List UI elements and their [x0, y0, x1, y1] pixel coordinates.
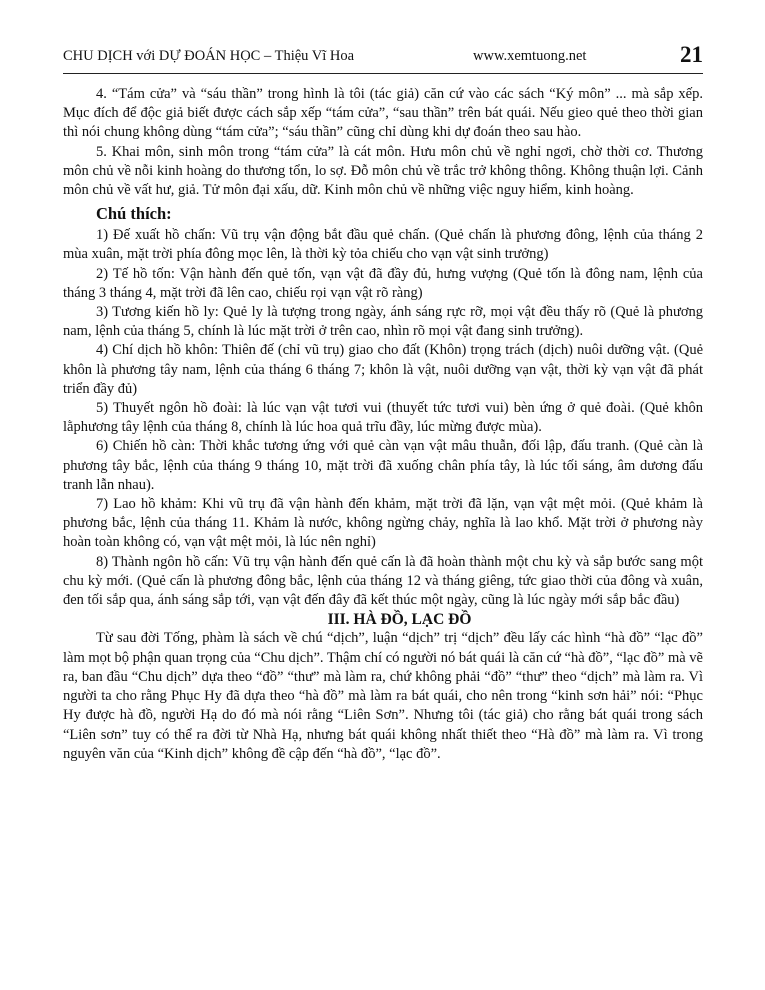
section-title: III. HÀ ĐỒ, LẠC ĐỒ [327, 611, 472, 629]
website-url[interactable]: www.xemtuong.net [473, 48, 587, 64]
annotation-item-7: 7) Lao hồ khảm: Khi vũ trụ đã vận hành đến khảm, mặt trời đã lặn, vạn vật mệt mỏi. (Quẻ khảm là phương bắc, lệnh của tháng 11. Khảm là nước, không ngừng chảy, nghĩa là lao khổ. Mặt trời ở phương này hoàn toàn không có, vạn vật mệt mỏi, là lúc nên nghỉ) [63, 496, 703, 551]
page-header [63, 42, 703, 76]
section-body: Từ sau đời Tống, phàm là sách về chú “dịch”, luận “dịch” trị “dịch” đều lấy các hình “hà đồ” “lạc đồ” làm mọt bộ phận quan trọng của “Chu dịch”. Thậm chí có người nó bát quái là căn cứ “hà đồ”, “lạc đồ” mà vẽ ra, ban đầu “Chu dịch” dựa theo “đồ” “thư” mà làm ra, chứ không phải “đồ” “thư” theo “dịch” mà làm ra. Vì người ta cho rằng Phục Hy đã dựa theo “hà đồ” mà làm ra bát quái, cho nên trong “kinh sơn hải” nói: “Phục Hy được hà đồ, người Hạ do đó mà nói rằng “Liên Sơn”. Nhưng tôi (tác giả) cho rằng bát quái trong sách “Liên sơn” tuy có thể ra đời từ Nhà Hạ, nhưng bát quái không nhất thiết theo “Hà đồ” mà làm ra. Vì trong nguyên văn của “Kinh dịch” không đề cập đến “hà đồ”, “lạc đồ”. [63, 630, 703, 762]
header-rule [63, 73, 703, 74]
book-title: CHU DỊCH với DỰ ĐOÁN HỌC – Thiệu Vĩ Hoa [63, 48, 355, 64]
annotation-item-4: 4) Chí dịch hồ khôn: Thiên đế (chỉ vũ trụ) giao cho đất (Khôn) trọng trách (dịch) nuôi dưỡng vật. (Quẻ khôn là phương tây nam, lệnh của tháng 6 tháng 7; khôn là vật, nuôi dưỡng vạn vật, thời kỳ vạn vật đã phát triển đầy đủ) [63, 342, 703, 397]
annotation-item-3: 3) Tương kiến hồ ly: Quẻ ly là tượng trong ngày, ánh sáng rực rỡ, mọi vật đều thấy rõ (Quẻ là phương nam, lệnh của tháng 5, chính là lúc mặt trời ở trên cao, nhìn rõ mọi vật đang sinh trưởng). [63, 304, 703, 340]
annotation-item-8: 8) Thành ngôn hồ cấn: Vũ trụ vận hành đến quẻ cấn là đã hoàn thành một chu kỳ và sắp bước sang một chu kỳ mới. (Quẻ cấn là phương đông bắc, lệnh của tháng 12 và tháng giêng, tức giao thời của đông và xuân, đen tối sắp qua, ánh sáng sắp tới, vạn vật đến đây đã kết thúc một ngày, cũng là lúc ngày mới sắp bắc đầu) [63, 553, 703, 609]
page-number: 21 [680, 42, 703, 67]
chu-thich-heading: Chú thích: [96, 204, 172, 224]
annotation-item-6: 6) Chiến hồ càn: Thời khắc tương ứng với quẻ càn vạn vật mâu thuẫn, đối lập, đấu tranh. (Quẻ càn là phương tây bắc, lệnh của tháng 9 tháng 10, mặt trời đã xuống chân phía tây, là lúc tối sáng, âm dương đấu tranh lẫn nhau). [63, 438, 703, 493]
annotation-item-5: 5) Thuyết ngôn hồ đoài: là lúc vạn vật tươi vui (thuyết tức tươi vui) bèn ứng ở quẻ đoài. (Quẻ khôn lằphương tây lệnh của tháng 8, chính là lúc hoa quả trĩu đầy, lúc mừng được mùa). [63, 400, 703, 436]
page-content [63, 85, 703, 764]
annotation-item-2: 2) Tế hồ tốn: Vận hành đến quẻ tốn, vạn vật đã đầy đủ, hưng vượng (Quẻ tốn là đông nam, lệnh của tháng 3 tháng 4, mặt trời đã lên cao, chiếu rọi vạn vật rõ ràng) [63, 265, 703, 301]
note-paragraph-4: 4. “Tám cửa” và “sáu thần” trong hình là tôi (tác giả) căn cứ vào các sách “Ký môn” ... mà sắp xếp. Mục đích để độc giả biết được cách sắp xếp “tám cửa”, “sau thần” trên bát quái. Nếu gieo quẻ theo thời gian thì nói chung không dùng “tám cửa”; “sáu thần” cũng chỉ dùng khi dự đoán theo sau hào. [63, 86, 703, 141]
note-paragraph-5: 5. Khai môn, sinh môn trong “tám cửa” là cát môn. Hưu môn chủ về nghỉ ngơi, chờ thời cơ. Thương môn chủ về nỗi kinh hoàng do thương tổn, lo sợ. Đỗ môn chủ về trắc trở không thông. Không thuận lợi. Cảnh môn chủ về vất hư, giả. Tử môn đại xấu, dữ. Kinh môn chủ về những việc nguy hiểm, kinh hoàng. [63, 143, 703, 199]
annotation-item-1: 1) Đế xuất hồ chấn: Vũ trụ vận động bắt đầu quẻ chấn. (Quẻ chấn là phương đông, lệnh của tháng 2 mùa xuân, mặt trời phía đông mọc lên, là thời kỳ tỏa chiếu cho vạn vật sinh trưởng) [63, 227, 703, 263]
